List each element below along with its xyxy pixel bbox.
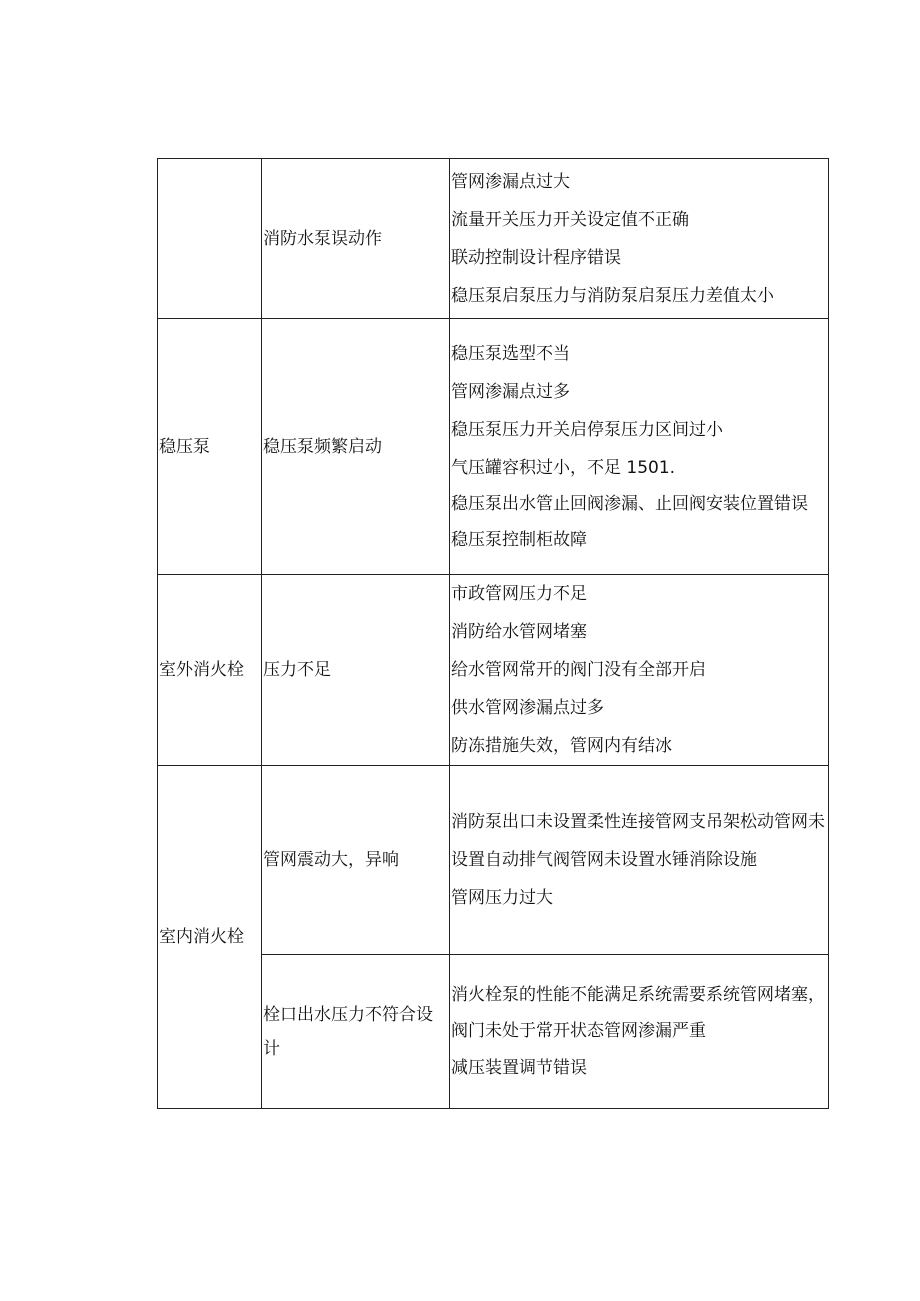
cause-item: 流量开关压力开关设定值不正确 xyxy=(451,209,689,230)
cause-item: 管网渗漏点过多 xyxy=(451,381,570,402)
cause-item: 气压罐容积过小，不足 1501. xyxy=(451,457,676,478)
cause-cell xyxy=(450,575,829,766)
cause-cell xyxy=(450,159,829,319)
symptom-text: 消防水泵误动作 xyxy=(263,228,382,249)
cause-item: 减压装置调节错误 xyxy=(451,1057,587,1078)
cause-item: 消火栓泵的性能不能满足系统需要系统管网堵塞，阀门未处于常开状态管网渗漏严重 xyxy=(451,984,825,1041)
component-text: 室内消火栓 xyxy=(159,927,244,947)
cause-item: 给水管网常开的阀门没有全部开启 xyxy=(451,660,706,680)
cause-item: 消防泵出口未设置柔性连接管网支吊架松动管网未设置自动排气阀管网未设置水锤消除设施 xyxy=(451,812,825,870)
symptom-cell xyxy=(262,766,450,955)
cause-item: 稳压泵启泵压力与消防泵启泵压力差值太小 xyxy=(451,285,774,306)
cause-item: 消防给水管网堵塞 xyxy=(451,622,587,642)
cause-item: 稳压泵控制柜故障 xyxy=(451,529,587,550)
symptom-text: 栓口出水压力不符合设计 xyxy=(263,1004,433,1059)
cause-cell xyxy=(450,766,829,955)
cause-item: 管网压力过大 xyxy=(451,888,553,908)
cause-item: 稳压泵出水管止回阀渗漏、止回阀安装位置错误 xyxy=(451,493,808,514)
component-text: 稳压泵 xyxy=(159,436,210,457)
cause-item: 供水管网渗漏点过多 xyxy=(451,698,604,718)
table-row xyxy=(158,766,829,955)
symptom-cell xyxy=(262,319,450,575)
component-cell xyxy=(158,159,262,319)
component-cell xyxy=(158,575,262,766)
symptom-cell xyxy=(262,159,450,319)
table-row xyxy=(158,319,829,575)
cause-item: 管网渗漏点过大 xyxy=(451,171,570,192)
symptom-text: 稳压泵频繁启动 xyxy=(263,436,382,457)
cause-item: 稳压泵选型不当 xyxy=(451,343,570,364)
symptom-text: 管网震动大，异响 xyxy=(263,850,399,870)
symptom-cell xyxy=(262,575,450,766)
cause-cell xyxy=(450,955,829,1109)
table-row xyxy=(158,159,829,319)
cause-item: 市政管网压力不足 xyxy=(451,584,587,604)
cause-cell xyxy=(450,319,829,575)
symptom-cell xyxy=(262,955,450,1109)
component-text: 室外消火栓 xyxy=(159,660,244,680)
fault-table xyxy=(157,158,829,1109)
cause-item: 联动控制设计程序错误 xyxy=(451,247,621,268)
component-cell xyxy=(158,319,262,575)
component-cell xyxy=(158,766,262,1109)
cause-item: 稳压泵压力开关启停泵压力区间过小 xyxy=(451,419,723,440)
table-row xyxy=(158,575,829,766)
cause-item: 防冻措施失效，管网内有结冰 xyxy=(451,736,672,756)
symptom-text: 压力不足 xyxy=(263,660,331,680)
